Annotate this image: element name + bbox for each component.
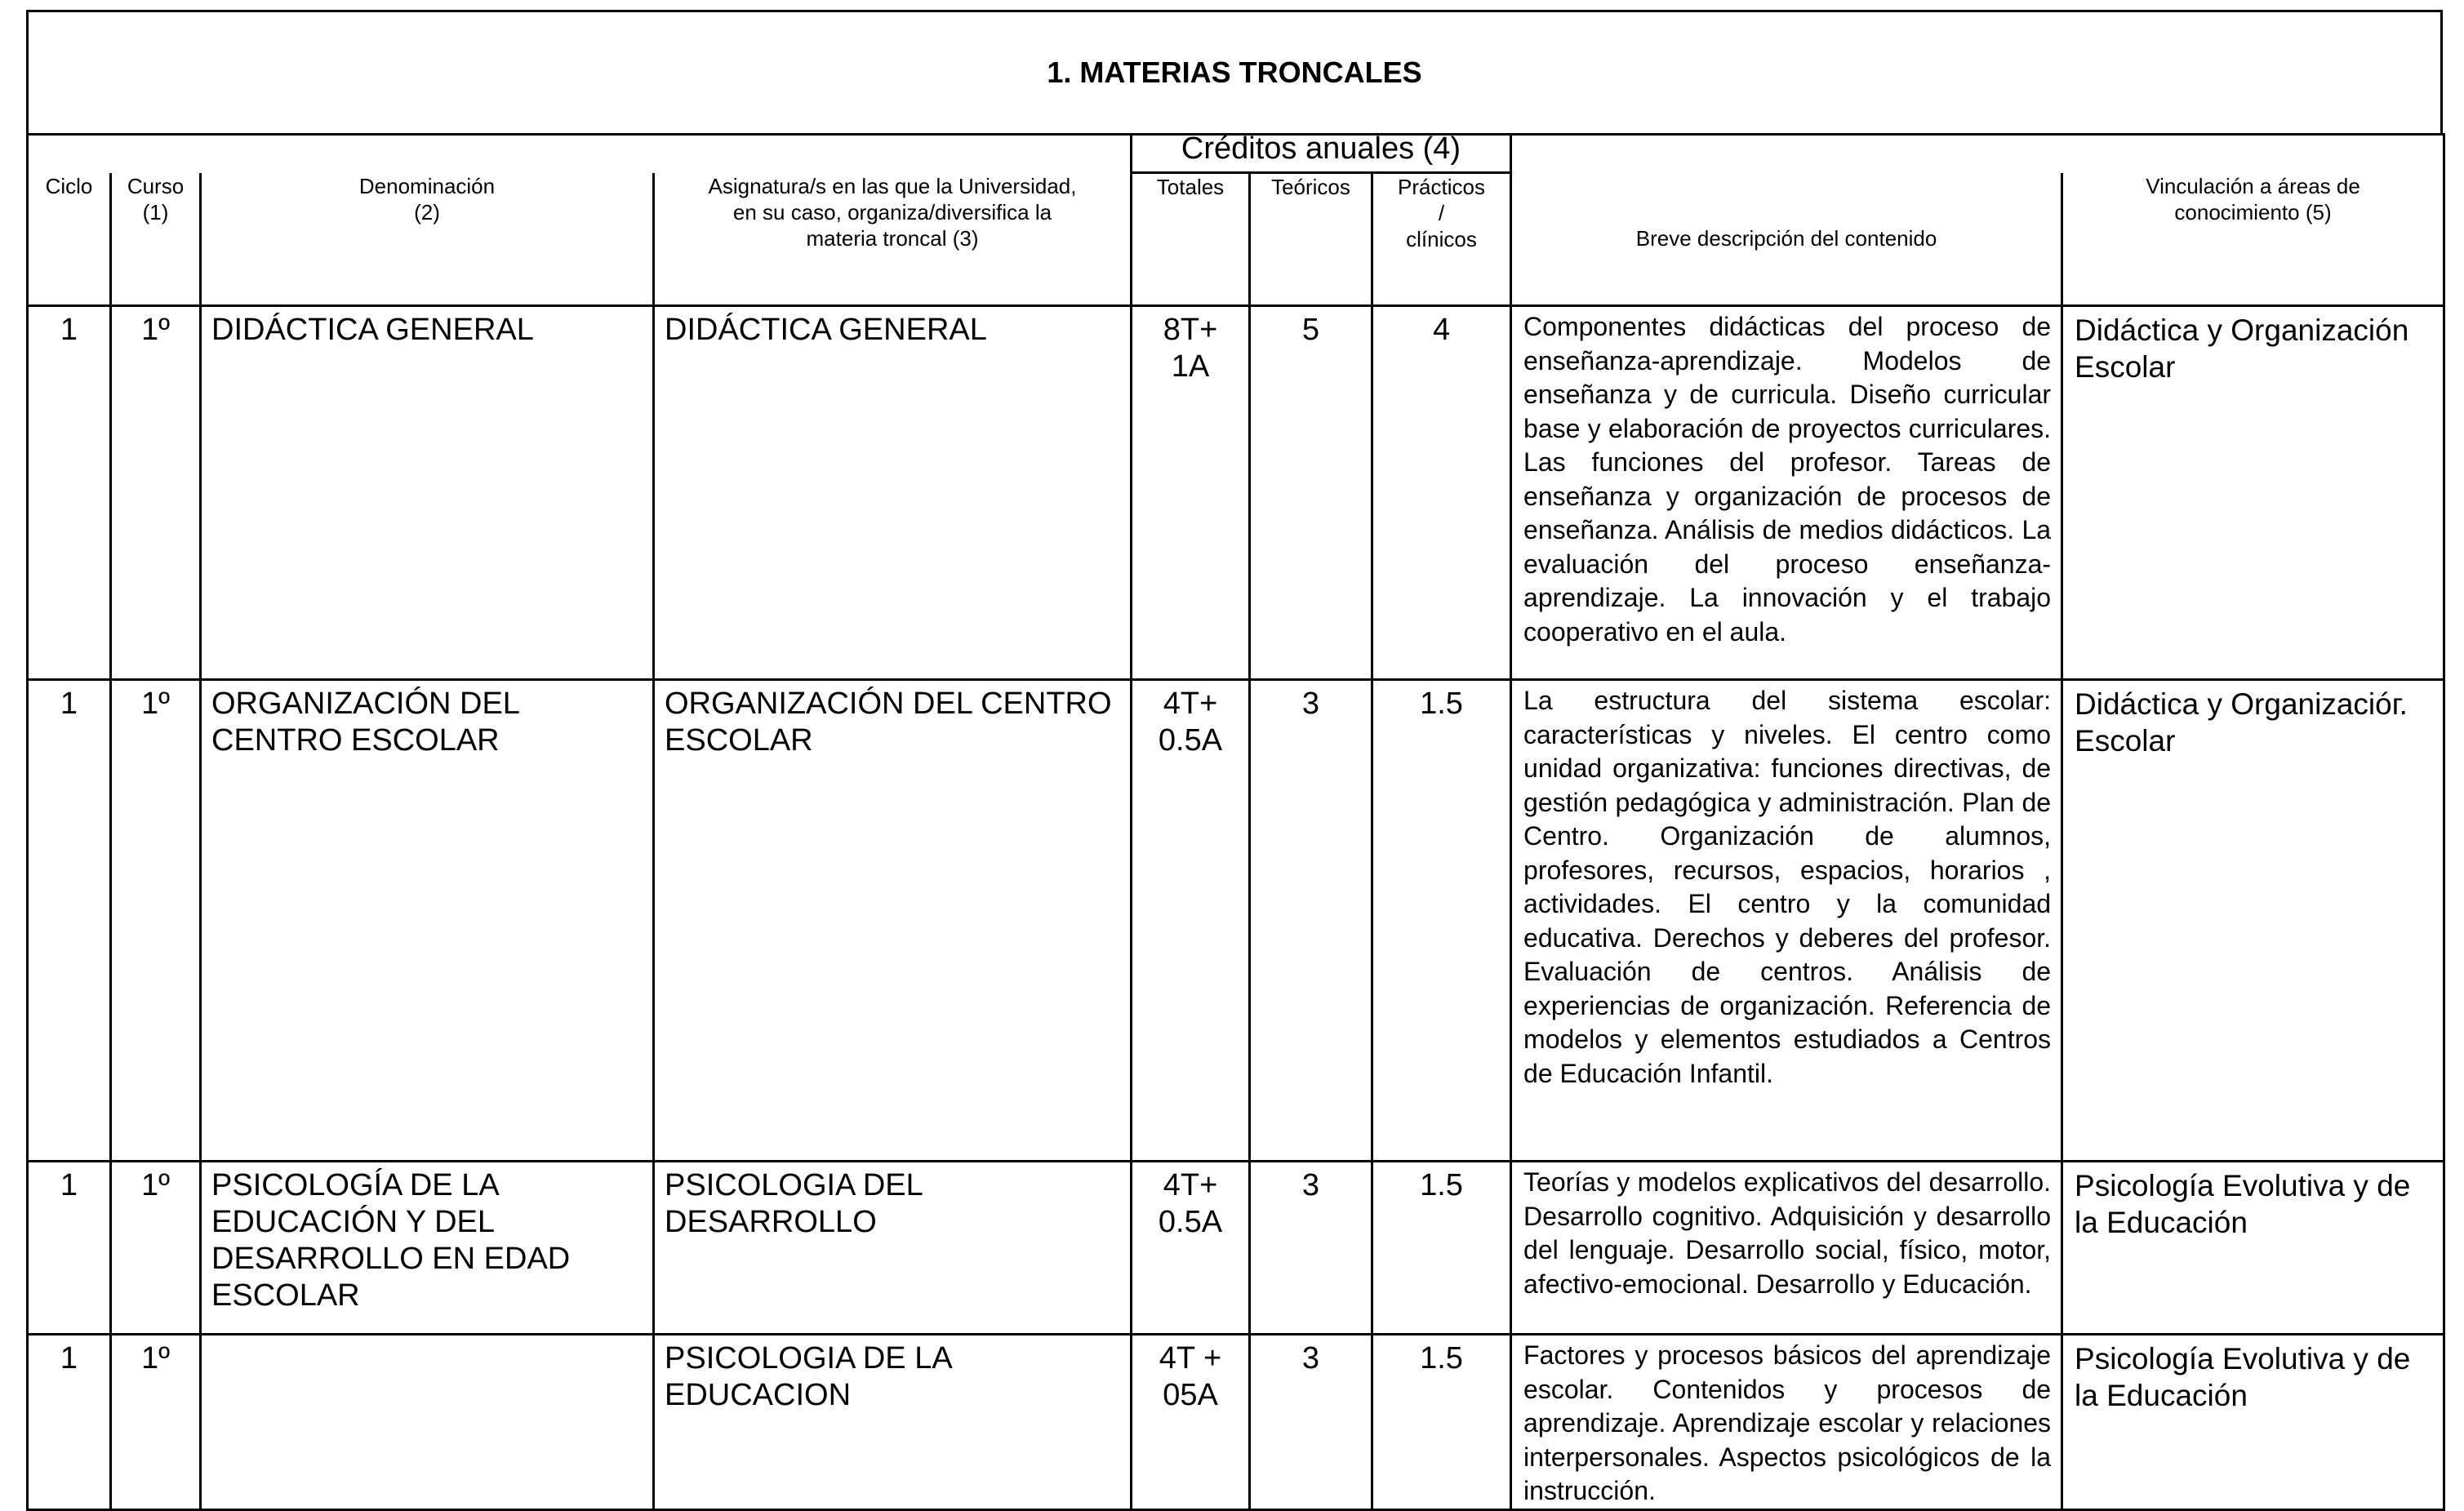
cell-totales-line: 4T+ xyxy=(1163,687,1218,721)
header-totales-label: Totales xyxy=(1156,175,1225,199)
header-vinculacion-line: Vinculación a áreas de xyxy=(2146,173,2360,198)
header-vinculacion xyxy=(2062,173,2444,306)
table-row xyxy=(28,680,2444,1162)
header-row-credits xyxy=(28,135,2444,173)
cell-curso: 1º xyxy=(111,1335,201,1510)
header-teoricos xyxy=(1250,173,1372,306)
cell-totales-line: 0.5A xyxy=(1158,1205,1223,1239)
cell-totales xyxy=(1132,1335,1250,1510)
cell-vinculacion: Didáctica y Organizacióг. Escolar xyxy=(2062,680,2444,1162)
header-denominacion xyxy=(201,173,654,306)
cell-ciclo: 1 xyxy=(28,1335,111,1510)
cell-totales-line: 05A xyxy=(1163,1378,1218,1412)
cell-teoricos: 3 xyxy=(1250,680,1372,1162)
page-title: 1. MATERIAS TRONCALES xyxy=(1047,56,1422,89)
cell-curso: 1º xyxy=(111,680,201,1162)
cell-practicos: 4 xyxy=(1372,306,1511,680)
header-ciclo xyxy=(28,173,111,306)
cell-descripcion: Teorías y modelos explicativos del desarrollo. Desarrollo cognitivo. Adquisición y desarrollo del lenguaje. Desarrollo social, físico, motor, afectivo-emocional. Desarrollo y Educación. xyxy=(1511,1162,2062,1335)
header-spacer-left xyxy=(28,135,1132,173)
header-vinculacion-line: conocimiento (5) xyxy=(2174,199,2332,224)
cell-totales xyxy=(1132,1162,1250,1335)
cell-practicos: 1.5 xyxy=(1372,680,1511,1162)
cell-totales-line: 4T + xyxy=(1159,1341,1222,1375)
header-practicos-line: / xyxy=(1438,201,1445,225)
header-denominacion-line: (2) xyxy=(414,199,440,224)
header-curso-line: (1) xyxy=(142,199,169,224)
header-row xyxy=(28,173,2444,306)
cell-asignatura: ORGANIZACIÓN DEL CENTRO ESCOLAR xyxy=(654,680,1132,1162)
table-row xyxy=(28,1335,2444,1510)
cell-totales xyxy=(1132,680,1250,1162)
cell-ciclo: 1 xyxy=(28,1162,111,1335)
title-box xyxy=(26,10,2443,133)
header-credits-group: Créditos anuales (4) xyxy=(1132,135,1511,173)
header-teoricos-label: Teóricos xyxy=(1271,175,1350,199)
header-descripcion-label: Breve descripción del contenido xyxy=(1635,226,1937,251)
cell-teoricos: 5 xyxy=(1250,306,1372,680)
header-asignatura-line: en su caso, organiza/diversifica la xyxy=(732,199,1052,224)
header-practicos xyxy=(1372,173,1511,306)
cell-curso: 1º xyxy=(111,306,201,680)
cell-vinculacion: Psicología Evolutiva y de la Educación xyxy=(2062,1335,2444,1510)
cell-descripcion: Factores y procesos básicos del aprendizaje escolar. Contenidos y procesos de aprendizaje. Aprendizaje escolar y relaciones interpersonales. Aspectos psicológicos de la instrucción. xyxy=(1511,1335,2062,1510)
cell-descripcion: Componentes didácticas del proceso de enseñanza-aprendizaje. Modelos de enseñanza y de curricula. Diseño curricular base y elaboración de proyectos curriculares. Las funciones del profesor. Tareas de enseñanza y organización de procesos de enseñanza. Análisis de medios didácticos. La evaluación del proceso enseñanza-aprendizaje. La innovación y el trabajo cooperativo en el aula. xyxy=(1511,306,2062,680)
cell-denominacion: PSICOLOGÍA DE LA EDUCACIÓN Y DEL DESARROLLO EN EDAD ESCOLAR xyxy=(201,1162,654,1335)
cell-totales xyxy=(1132,306,1250,680)
cell-totales-line: 0.5A xyxy=(1158,723,1223,758)
table-row xyxy=(28,306,2444,680)
cell-asignatura: PSICOLOGIA DEL DESARROLLO xyxy=(654,1162,1132,1335)
cell-curso: 1º xyxy=(111,1162,201,1335)
table-row xyxy=(28,1162,2444,1335)
header-practicos-line: clínicos xyxy=(1406,227,1477,251)
header-asignatura-line: Asignatura/s en las que la Universidad, xyxy=(708,173,1077,198)
header-curso xyxy=(111,173,201,306)
cell-teoricos: 3 xyxy=(1250,1162,1372,1335)
cell-denominacion xyxy=(201,1335,654,1510)
cell-practicos: 1.5 xyxy=(1372,1162,1511,1335)
cell-vinculacion: Didáctica y Organización Escolar xyxy=(2062,306,2444,680)
cell-asignatura: PSICOLOGIA DE LA EDUCACION xyxy=(654,1335,1132,1510)
cell-totales-line: 1A xyxy=(1171,349,1210,384)
header-ciclo-label: Ciclo xyxy=(45,173,93,198)
cell-vinculacion: Psicología Evolutiva y de la Educación xyxy=(2062,1162,2444,1335)
header-asignatura-line: materia troncal (3) xyxy=(806,225,979,251)
header-practicos-line: Prácticos xyxy=(1398,175,1485,199)
header-descripcion xyxy=(1511,173,2062,306)
cell-totales-line: 8T+ xyxy=(1163,313,1218,347)
cell-denominacion: ORGANIZACIÓN DEL CENTRO ESCOLAR xyxy=(201,680,654,1162)
document-sheet xyxy=(26,10,2443,1511)
subjects-table xyxy=(26,133,2445,1511)
header-denominacion-line: Denominación xyxy=(358,173,496,198)
cell-practicos: 1.5 xyxy=(1372,1335,1511,1510)
header-totales xyxy=(1132,173,1250,306)
header-spacer-right xyxy=(1511,135,2444,173)
cell-teoricos: 3 xyxy=(1250,1335,1372,1510)
cell-totales-line: 4T+ xyxy=(1163,1168,1218,1202)
cell-descripcion: La estructura del sistema escolar: características y niveles. El centro como unidad organizativa: funciones directivas, de gestión pedagógica y administración. Plan de Centro. Organización de alumnos, profesores, recursos, espacios, horarios , actividades. El centro y la comunidad educativa. Derechos y deberes del profesor. Evaluación de centros. Análisis de experiencias de organización. Referencia de modelos y elementos estudiados a Centros de Educación Infantil. xyxy=(1511,680,2062,1162)
header-curso-line: Curso xyxy=(127,173,185,198)
cell-ciclo: 1 xyxy=(28,680,111,1162)
header-asignatura xyxy=(654,173,1132,306)
cell-ciclo: 1 xyxy=(28,306,111,680)
cell-asignatura: DIDÁCTICA GENERAL xyxy=(654,306,1132,680)
cell-denominacion: DIDÁCTICA GENERAL xyxy=(201,306,654,680)
